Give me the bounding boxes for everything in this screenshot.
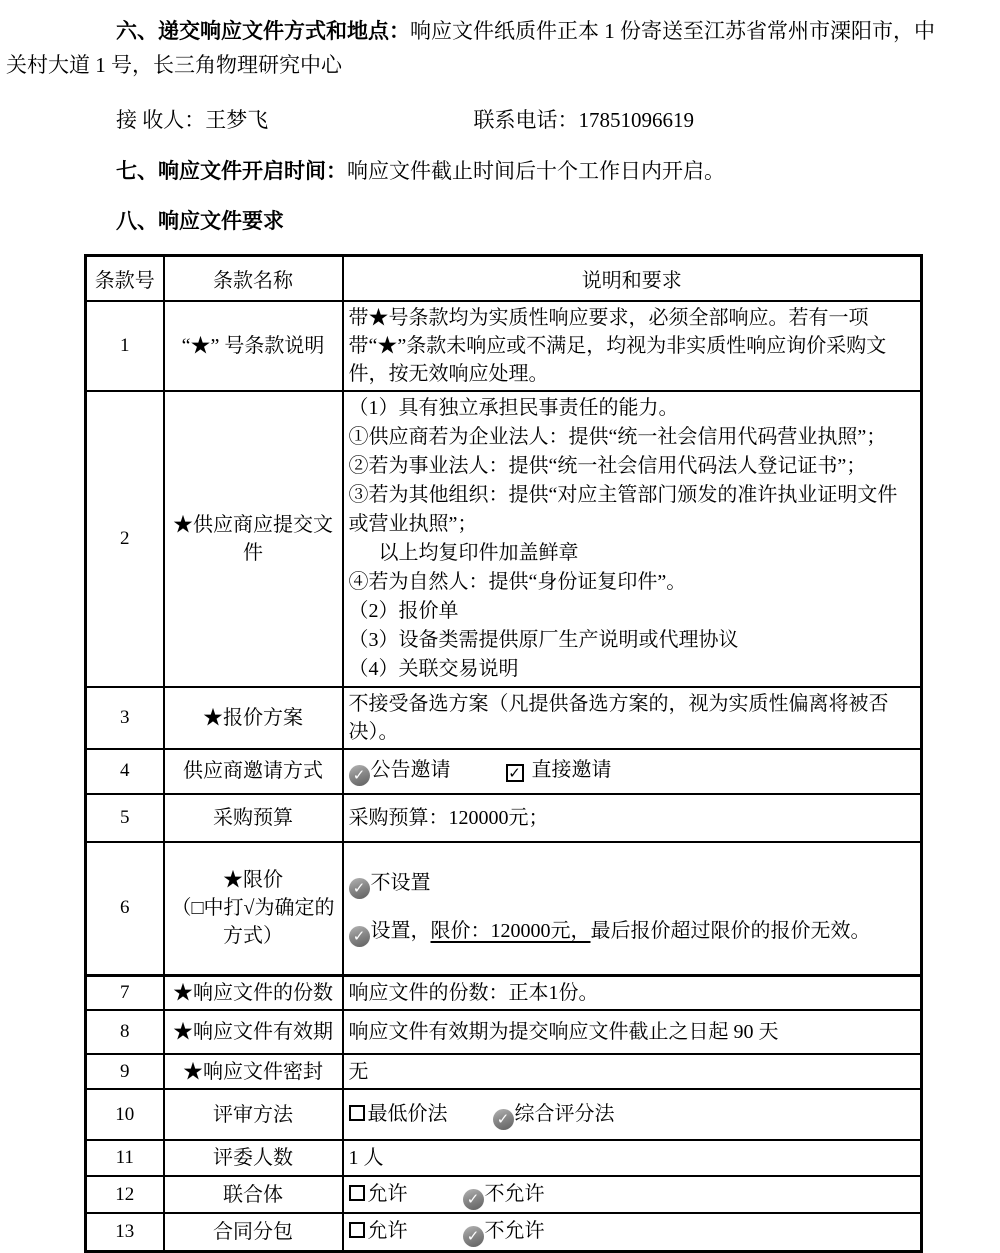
option-label: 允许 (367, 1182, 408, 1205)
table-header-row (86, 256, 922, 301)
cell-requirement: 不接受备选方案（凡提供备选方案的，视为实质性偏离将被否决）。 (343, 687, 922, 749)
cell-clause-name: 评委人数 (164, 1140, 343, 1176)
cell-clause-no: 5 (86, 794, 164, 842)
option-label-suffix: 最后报价超过限价的报价无效。 (590, 920, 871, 943)
check-circle-icon (349, 765, 370, 786)
option-no-limit (349, 869, 917, 899)
requirement-line: 以上均复印件加盖鲜章 (378, 541, 579, 564)
cell-requirement (343, 749, 922, 794)
cell-clause-name: “★” 号条款说明 (164, 301, 343, 391)
cell-clause-no: 8 (86, 1010, 164, 1054)
response-requirements-table (84, 254, 923, 1253)
clause-name-line: ★限价 (223, 869, 283, 892)
contact-line (6, 104, 994, 134)
heading-8: 八、响应文件要求 (116, 209, 284, 233)
option-label: 最低价法 (367, 1102, 448, 1125)
row-clause-4 (86, 749, 922, 794)
open-time-text: 响应文件截止时间后十个工作日内开启。 (347, 159, 725, 183)
requirement-line: （1）具有独立承担民事责任的能力。 (348, 396, 679, 419)
cell-clause-name: ★响应文件有效期 (164, 1010, 343, 1054)
option-disallow (463, 1220, 545, 1242)
heading-7: 七、响应文件开启时间： (116, 159, 347, 183)
row-clause-8 (86, 1010, 922, 1054)
cell-clause-name: 采购预算 (164, 794, 343, 842)
limit-price-value: 限价：120000元， (430, 920, 591, 943)
cell-clause-name: 联合体 (164, 1176, 343, 1213)
cell-clause-name: 合同分包 (164, 1213, 343, 1251)
requirement-line: ①供应商若为企业法人：提供“统一社会信用代码营业执照”； (348, 425, 887, 448)
option-set-limit (349, 917, 917, 947)
cell-requirement (343, 391, 922, 687)
option-label: 允许 (367, 1219, 408, 1242)
cell-requirement: 无 (343, 1054, 922, 1089)
cell-clause-no: 1 (86, 301, 164, 391)
option-label: 不允许 (484, 1182, 545, 1205)
option-comprehensive-scoring (493, 1103, 615, 1125)
cell-clause-no: 10 (86, 1089, 164, 1140)
option-public-invite (349, 759, 451, 781)
option-allow (349, 1220, 408, 1242)
row-clause-10 (86, 1089, 922, 1140)
cell-requirement: 采购预算：120000元； (343, 794, 922, 842)
row-clause-13 (86, 1213, 922, 1251)
cell-clause-name: ★响应文件密封 (164, 1054, 343, 1089)
cell-clause-no: 3 (86, 687, 164, 749)
receiver-name: 接 收人：王梦飞 (116, 108, 269, 132)
row-clause-6 (86, 842, 922, 976)
cell-clause-no: 11 (86, 1140, 164, 1176)
option-label: 公告邀请 (370, 759, 451, 781)
check-circle-icon (463, 1226, 484, 1247)
cell-clause-no: 9 (86, 1054, 164, 1089)
cell-requirement: 响应文件有效期为提交响应文件截止之日起 90 天 (343, 1010, 922, 1054)
cell-requirement: 响应文件的份数：正本1份。 (343, 976, 922, 1011)
row-clause-5 (86, 794, 922, 842)
submit-method-text: 响应文件纸质件正本 1 份寄送至江苏省常州市溧阳市，中 (410, 19, 935, 43)
cell-clause-no: 13 (86, 1213, 164, 1251)
option-label: 综合评分法 (514, 1102, 615, 1125)
submit-method-text-line2: 关村大道 1 号，长三角物理研究中心 (6, 53, 342, 77)
paragraph-open-time (6, 154, 994, 188)
check-circle-icon (463, 1189, 484, 1210)
cell-clause-name: ★供应商应提交文件 (164, 391, 343, 687)
check-circle-icon (349, 878, 370, 899)
cell-clause-no: 2 (86, 391, 164, 687)
check-circle-icon (493, 1109, 514, 1130)
paragraph-submit-method (6, 14, 994, 82)
requirement-line: （3）设备类需提供原厂生产说明或代理协议 (348, 628, 739, 651)
contact-phone: 联系电话：17851096619 (473, 108, 694, 132)
clause-name-line: （□中打√为确定的方式） (171, 897, 335, 948)
cell-clause-name: 供应商邀请方式 (164, 749, 343, 794)
checkbox-empty-icon (349, 1185, 365, 1201)
option-label: 设置， (370, 920, 431, 943)
checkbox-empty-icon (349, 1222, 365, 1238)
checkbox-checked-icon (506, 764, 524, 782)
cell-clause-name: ★响应文件的份数 (164, 976, 343, 1011)
option-label: 不允许 (484, 1219, 545, 1242)
row-clause-12 (86, 1176, 922, 1213)
option-lowest-price (349, 1103, 448, 1125)
requirement-line: （4）关联交易说明 (348, 657, 519, 680)
row-clause-1 (86, 301, 922, 391)
heading-6: 六、递交响应文件方式和地点： (116, 19, 410, 43)
requirement-line: ③若为其他组织：提供“对应主管部门颁发的准许执业证明文件或营业执照”； (348, 483, 898, 535)
row-clause-7 (86, 976, 922, 1011)
requirement-line: ②若为事业法人：提供“统一社会信用代码法人登记证书”； (348, 454, 867, 477)
option-label: 直接邀请 (531, 759, 612, 781)
requirement-line: （2）报价单 (348, 599, 459, 622)
header-clause-no: 条款号 (86, 256, 164, 301)
cell-requirement (343, 1213, 922, 1251)
row-clause-9 (86, 1054, 922, 1089)
cell-clause-no: 12 (86, 1176, 164, 1213)
cell-clause-name: ★报价方案 (164, 687, 343, 749)
cell-requirement (343, 1089, 922, 1140)
cell-clause-no: 4 (86, 749, 164, 794)
checkbox-empty-icon (349, 1105, 365, 1121)
header-clause-name: 条款名称 (164, 256, 343, 301)
cell-requirement: 1 人 (343, 1140, 922, 1176)
cell-clause-name: 评审方法 (164, 1089, 343, 1140)
cell-requirement (343, 842, 922, 976)
cell-clause-no: 7 (86, 976, 164, 1011)
cell-clause-name (164, 842, 343, 976)
row-clause-2 (86, 391, 922, 687)
option-direct-invite (506, 759, 612, 781)
option-label: 不设置 (370, 872, 431, 895)
requirement-line: ④若为自然人：提供“身份证复印件”。 (348, 570, 687, 593)
cell-requirement: 带★号条款均为实质性响应要求，必须全部响应。若有一项带“★”条款未响应或不满足，均视为非实质性响应询价采购文件，按无效响应处理。 (343, 301, 922, 391)
check-circle-icon (349, 926, 370, 947)
header-requirement: 说明和要求 (343, 256, 922, 301)
row-clause-11 (86, 1140, 922, 1176)
row-clause-3 (86, 687, 922, 749)
cell-clause-no: 6 (86, 842, 164, 976)
cell-requirement (343, 1176, 922, 1213)
